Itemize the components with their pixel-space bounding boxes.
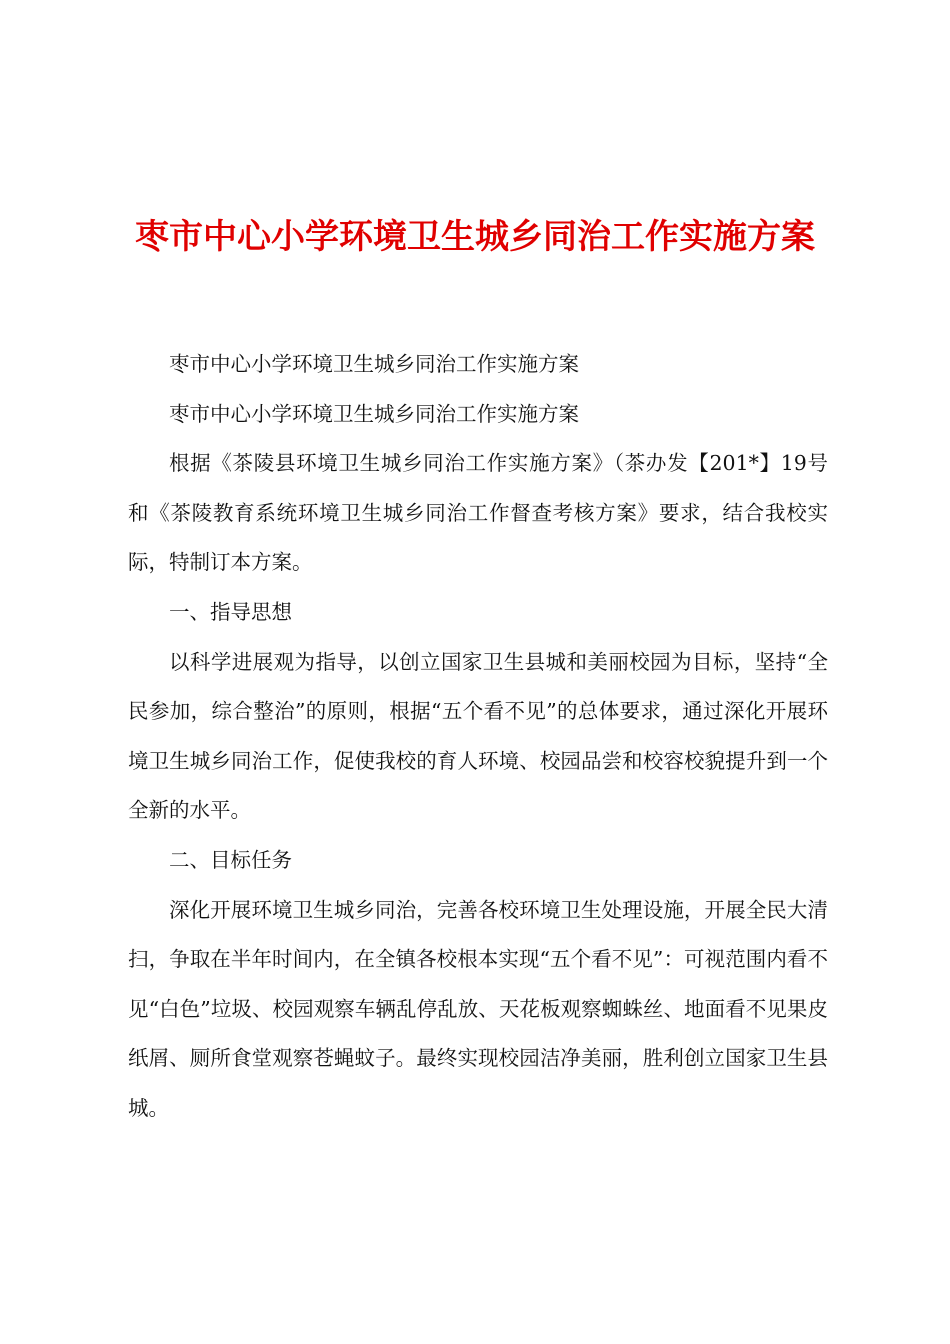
document-body: [128, 340, 828, 1134]
section-heading-guiding-thought: 一、指导思想: [169, 599, 292, 624]
document-title: 枣市中心小学环境卫生城乡同治工作实施方案: [135, 217, 815, 257]
paragraph-basis: 根据《茶陵县环境卫生城乡同治工作实施方案》（茶办发【201*】19号和《茶陵教育系统环境卫生城乡同治工作督查考核方案》要求，结合我校实际，特制订本方案。: [128, 451, 828, 575]
paragraph-goals: 深化开展环境卫生城乡同治，完善各校环境卫生处理设施，开展全民大清扫，争取在半年时间内，在全镇各校根本实现“五个看不见”：可视范围内看不见“白色”垃圾、校园观察车辆乱停乱放、天花板观察蜘蛛丝、地面看不见果皮纸屑、厕所食堂观察苍蝇蚊子。最终实现校园洁净美丽，胜利创立国家卫生县城。: [128, 897, 828, 1120]
paragraph-subtitle-1: 枣市中心小学环境卫生城乡同治工作实施方案: [169, 352, 579, 376]
paragraph-subtitle-2: 枣市中心小学环境卫生城乡同治工作实施方案: [169, 401, 579, 426]
section-heading-goals: 二、目标任务: [169, 847, 292, 872]
paragraph-guiding-thought: 以科学进展观为指导，以创立国家卫生县城和美丽校园为目标，坚持“全民参加，综合整治”的原则，根据“五个看不见”的总体要求，通过深化开展环境卫生城乡同治工作，促使我校的育人环境、校园品尝和校容校貌提升到一个全新的水平。: [128, 649, 828, 823]
